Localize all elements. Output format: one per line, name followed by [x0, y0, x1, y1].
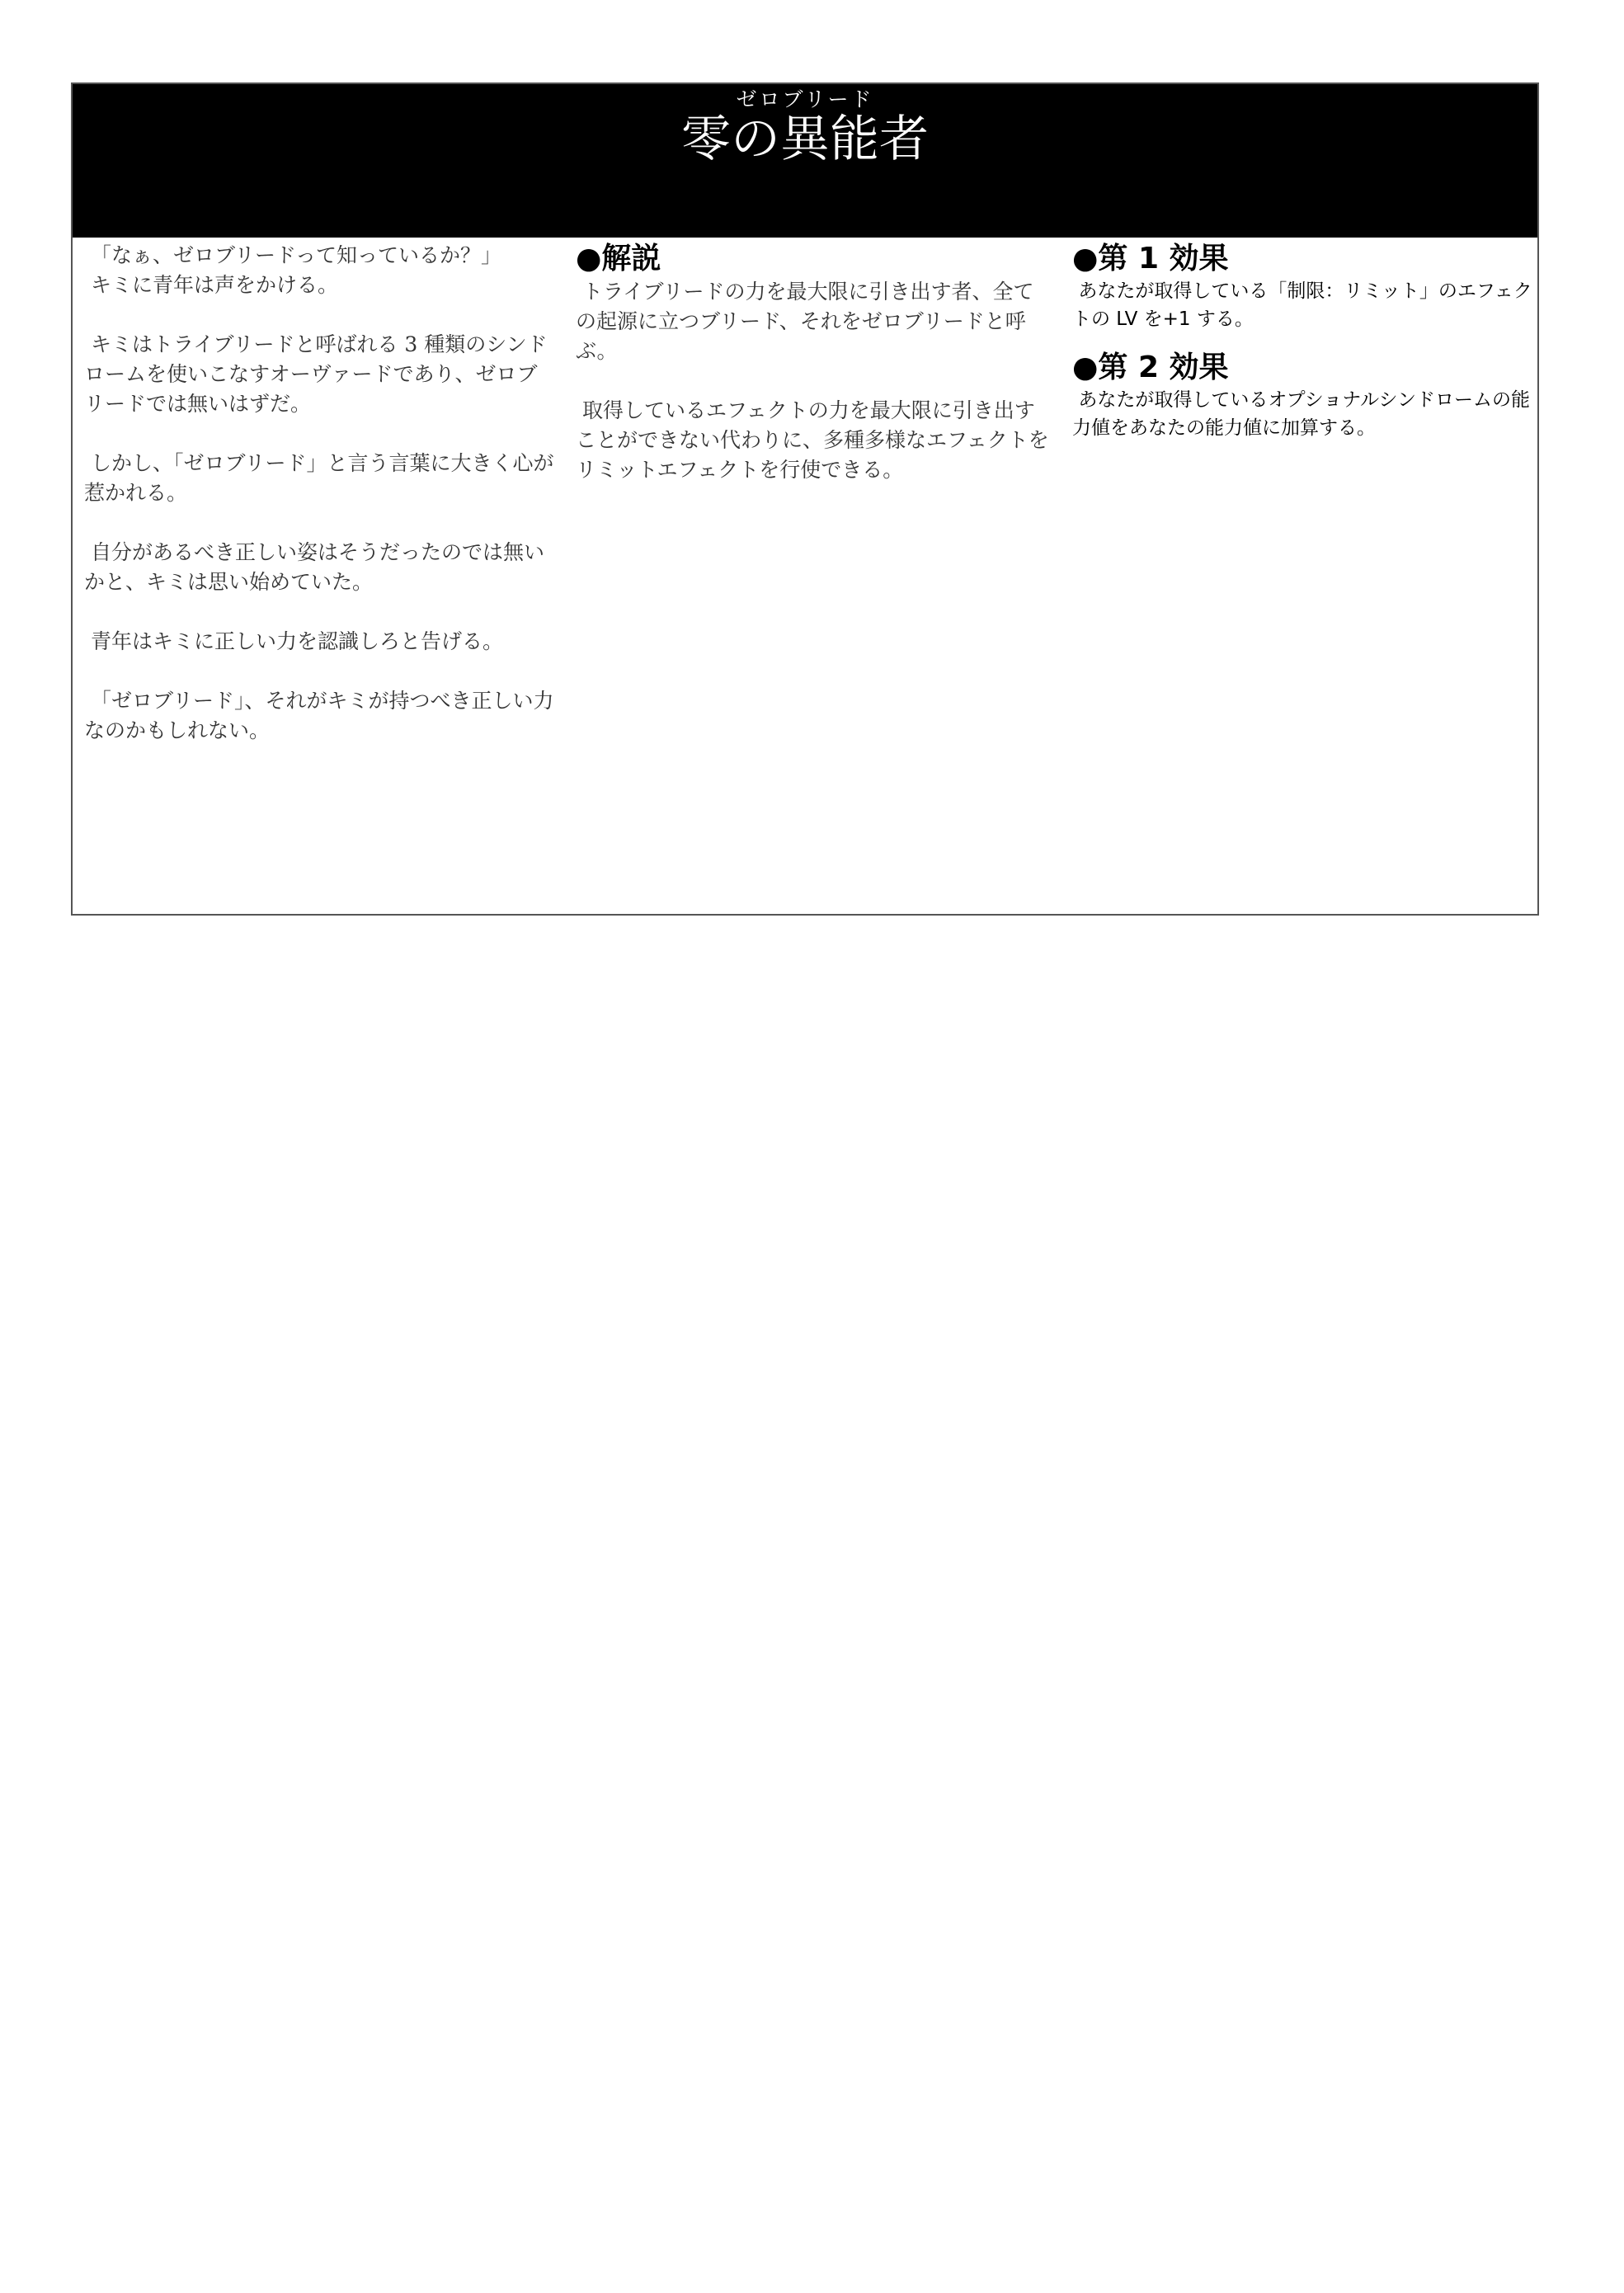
explanation-column: [576, 241, 1054, 515]
story-column: [84, 241, 556, 775]
title-ruby: ゼロブリード: [736, 87, 874, 111]
effect-1-heading: ●第 1 効果: [1072, 242, 1229, 275]
story-paragraph: 「なぁ、ゼロブリードって知っているか？」 キミに青年は声をかける。: [90, 243, 501, 297]
title-banner: [73, 84, 1537, 238]
story-paragraph: 「ゼロブリード」、それがキミが持つべき正しい力なのかもしれない。: [84, 689, 554, 742]
explanation-heading: ●解説: [576, 242, 661, 275]
story-paragraph: しかし、「ゼロブリード」と言う言葉に大きく心が惹かれる。: [84, 451, 554, 505]
card-title: 零の異能者: [681, 111, 929, 168]
explanation-paragraph: トライブリードの力を最大限に引き出す者、全ての起源に立つブリード、それをゼロブリードと呼ぶ。: [576, 280, 1034, 363]
explanation-paragraph: 取得しているエフェクトの力を最大限に引き出すことができない代わりに、多種多様なエフェクトをリミットエフェクトを行使できる。: [576, 398, 1049, 482]
effect-2-text: あなたが取得しているオプショナルシンドロームの能力値をあなたの能力値に加算する。: [1072, 389, 1530, 439]
effects-column: [1072, 241, 1536, 459]
effect-1-text: あなたが取得している「制限：リミット」のエフェクトの LV を+1 する。: [1072, 280, 1532, 330]
story-paragraph: 自分があるべき正しい姿はそうだったのでは無いかと、キミは思い始めていた。: [84, 540, 544, 594]
story-paragraph: 青年はキミに正しい力を認識しろと告げる。: [84, 629, 503, 653]
story-paragraph: キミはトライブリードと呼ばれる 3 種類のシンドロームを使いこなすオーヴァードであり、ゼロブリードでは無いはずだ。: [84, 332, 548, 416]
effect-2-heading: ●第 2 効果: [1072, 351, 1229, 384]
ability-card: [71, 82, 1539, 916]
